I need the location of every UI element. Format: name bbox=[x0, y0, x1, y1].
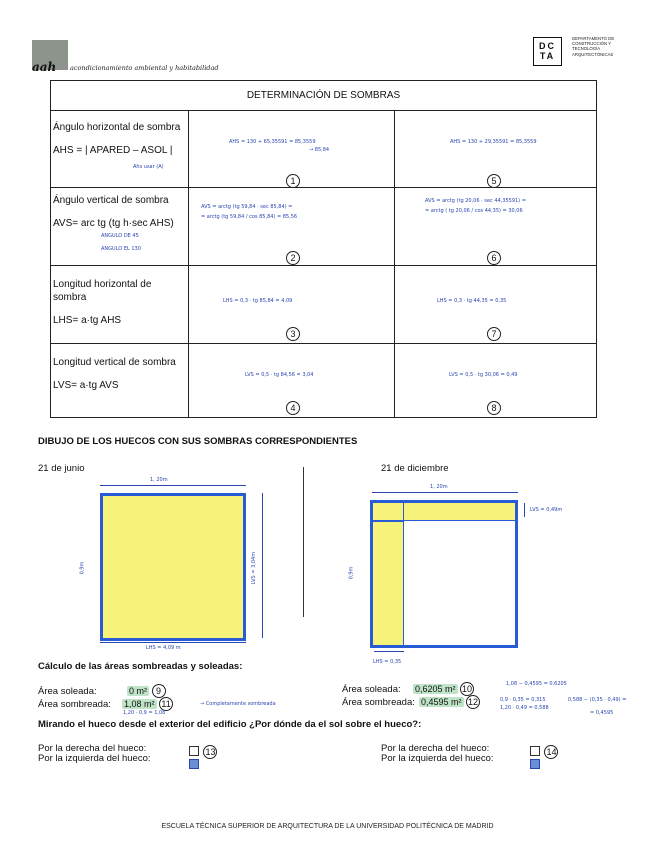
left-right-label: Por la derecha del hueco: bbox=[38, 743, 147, 754]
left-date: 21 de junio bbox=[38, 463, 85, 474]
dept-text: DEPARTAMENTO DE CONSTRUCCIÓN Y TECNOLOGÍA ARQUITECTÓNICAS bbox=[572, 36, 615, 57]
dim-line-right bbox=[262, 493, 263, 638]
right-shaded-label: Área sombreada: bbox=[342, 697, 415, 708]
logo-text: acondicionamiento ambiental y habitabilidad bbox=[70, 64, 219, 72]
step-number: 4 bbox=[286, 401, 300, 415]
left-shaded-value: 1,08 m² 11 bbox=[122, 697, 173, 711]
dim-bracket bbox=[524, 503, 525, 517]
hand-calc: 0,9 · 0,35 = 0,315 bbox=[500, 697, 546, 703]
hand-calc: AHS = 130 + 29,35591 = 85,3559 bbox=[450, 139, 537, 145]
step-number: 7 bbox=[487, 327, 501, 341]
row-note: ANGULO EL 130 bbox=[101, 246, 141, 252]
dim-width: 1, 20m bbox=[430, 484, 448, 490]
row-label-lhs bbox=[51, 266, 189, 344]
left-left-label: Por la izquierda del hueco: bbox=[38, 753, 151, 764]
checkbox-left[interactable] bbox=[530, 759, 540, 769]
dcta-logo: DC TA bbox=[533, 37, 562, 66]
cell-dec-avs bbox=[395, 188, 597, 266]
step-number: 6 bbox=[487, 251, 501, 265]
row-note: ANGULO DE 45 bbox=[101, 233, 139, 239]
dim-width: 1, 20m bbox=[150, 477, 168, 483]
left-sunny-value: 0 m² 9 bbox=[127, 684, 166, 698]
step-number: 10 bbox=[462, 684, 473, 694]
shadow-divider bbox=[373, 520, 403, 522]
left-shaded-label: Área sombreada: bbox=[38, 699, 111, 710]
row-heading: Longitud vertical de sombra bbox=[53, 357, 176, 368]
row-formula: AVS= arc tg (tg h·sec AHS) bbox=[53, 218, 174, 229]
table-title-text: DETERMINACIÓN DE SOMBRAS bbox=[246, 90, 401, 101]
right-shaded-value: 0,4595 m² 12 bbox=[421, 697, 479, 707]
cell-june-ahs bbox=[189, 111, 395, 188]
cell-june-lvs bbox=[189, 344, 395, 418]
row-label-avs bbox=[51, 188, 189, 266]
hand-calc: = arctg ( tg 20,06 / cos 44,35) = 30,06 bbox=[425, 208, 523, 214]
hand-note: → Completamente sombreada bbox=[200, 701, 276, 707]
step-number: 12 bbox=[468, 697, 479, 707]
dim-lvs: LVS = 3,04m bbox=[251, 551, 258, 585]
hand-calc: 1,08 − 0,4595 = 0,6205 bbox=[506, 681, 567, 687]
cell-june-avs bbox=[189, 188, 395, 266]
hand-calc: = arctg (tg 59,84 / cos 85,84) = 85,56 bbox=[201, 214, 298, 220]
dim-lhs: LHS = 0,35 bbox=[373, 659, 402, 665]
row-label-lvs bbox=[51, 344, 189, 418]
shadow-left bbox=[373, 503, 404, 645]
row-heading: Longitud horizontal de sombra bbox=[53, 279, 152, 303]
hand-calc: 0,588 − (0,35 · 0,49) = bbox=[568, 697, 627, 703]
hand-calc: LHS = 0,3 · tg 44,35 = 0,35 bbox=[437, 298, 507, 304]
step-number: 1 bbox=[286, 174, 300, 188]
step-number: 2 bbox=[286, 251, 300, 265]
right-right-label: Por la derecha del hueco: bbox=[381, 743, 490, 754]
shadows-table bbox=[50, 80, 597, 418]
cell-dec-ahs bbox=[395, 111, 597, 188]
dim-line-top bbox=[100, 485, 246, 486]
row-heading: Ángulo horizontal de sombra bbox=[53, 122, 181, 133]
cell-dec-lvs bbox=[395, 344, 597, 418]
hand-calc: → 85,84 bbox=[309, 147, 330, 153]
hand-calc: 1,20 · 0,49 = 0,588 bbox=[500, 705, 549, 711]
table-title bbox=[51, 81, 597, 111]
row-heading: Ángulo vertical de sombra bbox=[53, 195, 169, 206]
row-formula: AHS = | APARED – ASOL | bbox=[53, 145, 173, 156]
right-date: 21 de diciembre bbox=[381, 463, 449, 474]
right-sunny-label: Área soleada: bbox=[342, 684, 401, 695]
row-formula: LVS= a·tg AVS bbox=[53, 380, 119, 391]
footer: ESCUELA TÉCNICA SUPERIOR DE ARQUITECTURA DE LA UNIVERSIDAD POLITÉCNICA DE MADRID bbox=[161, 823, 494, 830]
window-december bbox=[370, 500, 518, 648]
hand-calc: AVS = arctg (tg 20,06 · sec 44,35591) = bbox=[425, 198, 526, 204]
hand-calc: LVS = 0,5 · tg 30,06 = 0,49 bbox=[449, 372, 518, 378]
drawing-heading: DIBUJO DE LOS HUECOS CON SUS SOMBRAS CORRESPONDIENTES bbox=[38, 436, 358, 447]
dim-lvs: LVS = 0,49m bbox=[530, 507, 563, 513]
hand-calc: = 0,4595 bbox=[590, 710, 614, 716]
hand-calc: LVS = 0,5 · tg 84,56 = 3,04 bbox=[245, 372, 314, 378]
dim-line-top bbox=[372, 492, 518, 493]
divider-line bbox=[303, 467, 304, 617]
dim-height: 0,9m bbox=[348, 566, 355, 580]
right-left-label: Por la izquierda del hueco: bbox=[381, 753, 494, 764]
right-sunny-value: 0,6205 m² 10 bbox=[415, 684, 473, 694]
dim-height: 0,9m bbox=[79, 561, 86, 575]
logo-mark: aah bbox=[32, 60, 57, 74]
hand-calc: AVS = arctg (tg 59,84 · sec 85,84) = bbox=[201, 204, 293, 210]
step-number: 14 bbox=[546, 747, 557, 757]
dim-lhs: LHS = 4,09 m bbox=[146, 645, 181, 651]
checkbox-left[interactable] bbox=[189, 759, 199, 769]
hand-calc: AHS = 130 + 65,35591 = 85,3559 bbox=[229, 139, 316, 145]
hand-calc: LHS = 0,3 · tg 85,84 = 4,09 bbox=[223, 298, 293, 304]
row-label-ahs bbox=[51, 111, 189, 188]
step-number: 3 bbox=[286, 327, 300, 341]
row-note: Ahs usar (A) bbox=[133, 164, 164, 170]
cell-june-lhs bbox=[189, 266, 395, 344]
hand-calc: 1,20 · 0,9 = 1,08 bbox=[123, 710, 166, 716]
question-heading: Mirando el hueco desde el exterior del edificio ¿Por dónde da el sol sobre el hueco?: bbox=[38, 719, 422, 730]
right-left-option[interactable] bbox=[530, 755, 540, 773]
step-number: 13 bbox=[205, 747, 216, 757]
row-formula: LHS= a·tg AHS bbox=[53, 315, 122, 326]
window-june bbox=[100, 493, 246, 641]
left-left-option[interactable] bbox=[189, 755, 199, 773]
step-number: 11 bbox=[159, 697, 173, 711]
cell-dec-lhs bbox=[395, 266, 597, 344]
areas-heading: Cálculo de las áreas sombreadas y soleadas: bbox=[38, 661, 243, 672]
left-sunny-label: Área soleada: bbox=[38, 686, 97, 697]
step-number: 5 bbox=[487, 174, 501, 188]
step-number: 9 bbox=[152, 684, 166, 698]
dim-line-bottom bbox=[374, 651, 404, 652]
step-number: 8 bbox=[487, 401, 501, 415]
dim-line-bottom bbox=[100, 642, 246, 643]
